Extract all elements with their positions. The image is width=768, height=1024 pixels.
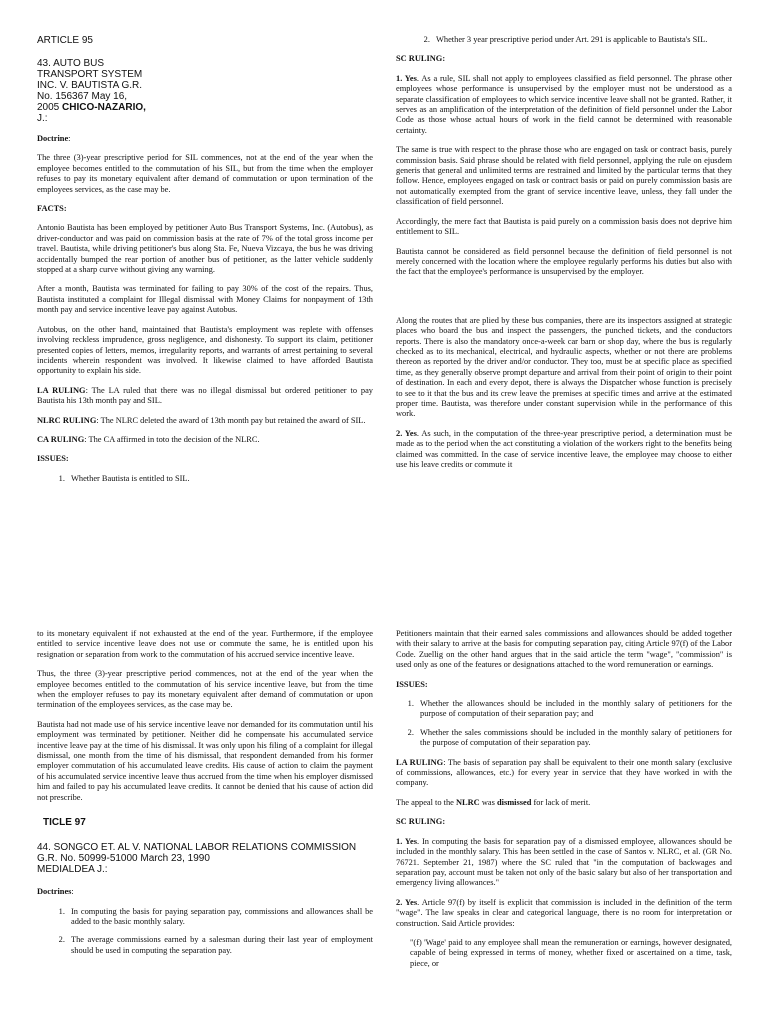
doctrines-heading: Doctrines:	[37, 887, 74, 897]
quoted-provision: "(f) 'Wage' paid to any employee shall mean the remuneration or earnings, however designated, capable of being expressed in terms of money, whether fixed or ascertained on a time, task, piece, or	[410, 937, 732, 968]
nlrc-ruling: NLRC RULING: The NLRC deleted the award of 13th month pay but retained the award of SIL.	[37, 415, 366, 425]
ruling-paragraph: 2. Yes. Article 97(f) by itself is explicit that commission is included in the definition of the term "wage". The law speaks in clear and categorical language, there is no room for interpretation or construction. Said Article provides:	[396, 897, 732, 928]
top-left-column	[37, 35, 373, 493]
ruling-paragraph: Along the routes that are plied by these bus companies, there are its inspectors assigned at strategic places who board the bus and inspect the passengers, the punched tickets, and the conductors reports. There is also the mandatory once-a-week car barn or shop day, where the bus is regularly checked as to its mechanical, electrical, and hydraulic aspects, whether or not there are problems thereon as reported by the driver and/or conductor. They too, must be at specific place as specified time, as they generally observe prompt departure and arrival from their point of origin to their point of destination. In each and every depot, there is always the Dispatcher whose function is precisely to see to it that the bus and its crew leave the premises at specific times and arrive at the estimated proper time. Bautista, was therefore under constant supervision while in the performance of this work.	[396, 315, 732, 419]
issues-list	[396, 699, 732, 749]
bottom-right-column	[396, 629, 732, 978]
body-paragraph: Bautista had not made use of his service incentive leave nor demanded for its commutation until his employment was terminated by petitioner. Neither did he compensate his accumulated service incentive leave pay at the time of his dismissal. It was only upon his filing of a complaint for illegal dismissal, one month from the time of his dismissal, that respondent demanded from his former employer commutation of his accumulated leave credits. His cause of action to claim the payment of his accumulated service incentive leave thus accrued from the time when his employer dismissed him and failed to pay his accumulated leave credits. It cannot be denied that his cause of action did not prescribe.	[37, 719, 373, 802]
case-title: 43. AUTO BUS TRANSPORT SYSTEM INC. V. BAUTISTA G.R. No. 156367 May 16, 2005 CHICO-NAZARIO, J.:	[37, 58, 146, 124]
doctrine-heading: Doctrine:	[37, 134, 71, 143]
la-ruling: LA RULING: The LA ruled that there was no illegal dismissal but ordered petitioner to pay Bautista his 13th month pay and SIL.	[37, 385, 373, 406]
article-heading: ARTICLE 95	[37, 35, 93, 46]
ruling-paragraph: 1. Yes. As a rule, SIL shall not apply to employees classified as field personnel. The phrase other employees whose performance is unsupervised by the employer must not be understood as a separate classification of employees to which service incentive leave shall not be granted. Rather, it serves as an amplification of the interpretation of the definition of field personnel under the Labor Code as those whose actual hours of work in the field cannot be determined with reasonable certainty.	[396, 73, 732, 135]
facts-paragraph: Autobus, on the other hand, maintained that Bautista's employment was replete with offenses involving reckless imprudence, gross negligence, and dishonesty. To support its claim, petitioner presented copies of letters, memos, irregularity reports, and warrants of arrest pertaining to several incidents wherein respondent was involved. It likewise claimed to have afforded Bautista opportunity to explain his side.	[37, 324, 373, 376]
list-item: 2. Whether the sales commissions should be included in the monthly salary of petitioners for the purpose of computation of their separation pay.	[416, 728, 732, 749]
list-item: 1. Whether Bautista is entitled to SIL.	[67, 474, 373, 484]
list-item: 1. In computing the basis for paying separation pay, commissions and allowances shall be added to the basic monthly salary.	[67, 907, 373, 928]
facts-paragraph: Antonio Bautista has been employed by petitioner Auto Bus Transport Systems, Inc. (Autobus), as driver-conductor and was paid on commission basis at the rate of 7% of the total gross income per travel. Bautista, while driving petitioner's bus along Sta. Fe, Nueva Vizcaya, the bus he was driving accidentally bumped the rear portion of another bus of petitioner, as the latter vehicle suddenly stopped at a sharp curve without giving any warning.	[37, 223, 373, 275]
body-paragraph: Thus, the three (3)-year prescriptive period commences, not at the end of the year when the employee becomes entitled to the commutation of his service incentive leave, but from the time when the employer refuses to pay its monetary equivalent after demand of commutation or upon termination of the employees services, as the case may be.	[37, 669, 373, 710]
doctrines-list	[37, 907, 373, 957]
sc-ruling-heading: SC RULING:	[396, 54, 446, 64]
body-paragraph: Petitioners maintain that their earned sales commissions and allowances should be added together with their salary to arrive at the basis for computing separation pay, citing Article 97(f) of the Labor Code. Zuellig on the other hand argues that in the said article the term "wage", "commission" is used only as one of the features or designations attached to the word remuneration or earnings.	[396, 629, 732, 670]
list-item: 2. The average commissions earned by a salesman during their last year of employment should be used in computing the separation pay.	[67, 935, 373, 956]
body-paragraph: to its monetary equivalent if not exhausted at the end of the year. Furthermore, if the employee entitled to service incentive leave does not use or commute the same, he is entitled upon his resignation or separation from work to the commutation of his accrued service incentive leave.	[37, 629, 373, 659]
la-ruling: LA RULING: The basis of separation pay shall be equivalent to their one month salary (exclusive of commissions, allowances, etc.) for every year in service that they have worked in with the company.	[396, 757, 732, 788]
case-title: 44. SONGCO ET. AL V. NATIONAL LABOR RELATIONS COMMISSION G.R. No. 50999-51000 March 23, 1990 MEDIALDEA J.:	[37, 842, 357, 876]
article-heading: TICLE 97	[43, 817, 86, 829]
issues-list-continued	[396, 35, 732, 45]
sc-ruling-heading: SC RULING:	[396, 817, 446, 827]
ruling-paragraph: The same is true with respect to the phrase those who are engaged on task or contract basis, purely commission basis. Said phrase should be related with field personnel, applying the rule on ejusdem generis that general and unlimited terms are restrained and limited by the particular terms that they follow. Hence, employees engaged on task or contract basis or paid on purely commission basis are not automatically exempted from the grant of service incentive leave, unless, they fall under the classification of field personnel.	[396, 145, 732, 207]
appeal-line: The appeal to the NLRC was dismissed for lack of merit.	[396, 797, 591, 807]
issues-heading: ISSUES:	[37, 454, 69, 464]
facts-heading: FACTS:	[37, 204, 67, 214]
issues-list	[37, 474, 373, 484]
ruling-paragraph: 1. Yes. In computing the basis for separation pay of a dismissed employee, allowances should be included in the monthly salary. This has been settled in the case of Santos v. NLRC, et al. (GR No. 76721. September 21, 1987) where the SC ruled that "in the computation of backwages and separation pay, account must be taken not only of the basic salary but also of her transportation and emergency living allowances."	[396, 836, 732, 888]
list-item: 1. Whether the allowances should be included in the monthly salary of petitioners for the purpose of computation of their separation pay; and	[416, 699, 732, 720]
ruling-paragraph: Accordingly, the mere fact that Bautista is paid purely on a commission basis does not deprive him entitlement to SIL.	[396, 216, 732, 237]
ruling-paragraph: Bautista cannot be considered as field personnel because the definition of field personnel is not merely concerned with the location where the employee regularly performs his duties but also with the fact that the employee's performance is unsupervised by the employer.	[396, 246, 732, 277]
facts-paragraph: After a month, Bautista was terminated for failing to pay 30% of the cost of the repairs. Thus, Bautista instituted a complaint for Illegal dismissal with Money Claims for nonpayment of 13th month pay and service incentive leave pay against Autobus.	[37, 284, 373, 315]
issues-heading: ISSUES:	[396, 679, 428, 689]
list-item: 2. Whether 3 year prescriptive period under Art. 291 is applicable to Bautista's SIL.	[432, 35, 732, 45]
doctrine-text: The three (3)-year prescriptive period for SIL commences, not at the end of the year when the employee becomes entitled to the commutation of his SIL, but from the time when the employer refuses to pay its monetary equivalent after demand of commutation or upon termination of the employees services, as the case may be.	[37, 153, 373, 194]
ca-ruling: CA RULING: The CA affirmed in toto the decision of the NLRC.	[37, 434, 260, 444]
top-right-column	[396, 35, 732, 479]
ruling-paragraph: 2. Yes. As such, in the computation of the three-year prescriptive period, a determination must be made as to the period when the act constituting a violation of the workers right to the benefits being claimed was committed. In the case of service incentive leave, the employee may choose to either use his leave credits or commute it	[396, 428, 732, 469]
bottom-left-column	[37, 629, 373, 965]
